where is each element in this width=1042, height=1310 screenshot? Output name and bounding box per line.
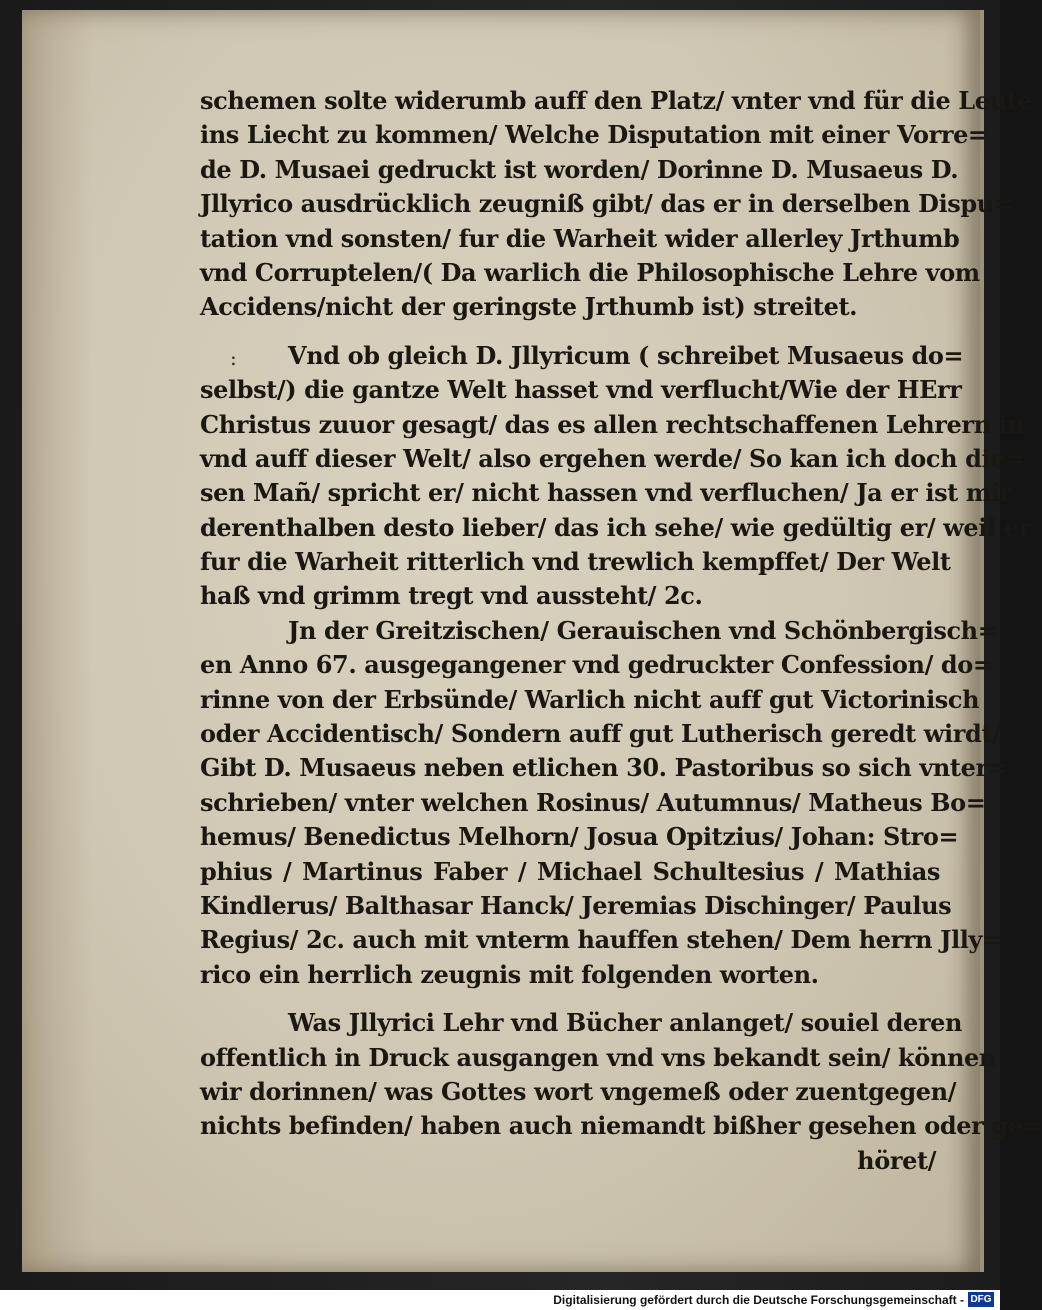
dfg-logo[interactable]: DFG [968,1292,994,1307]
page-text [200,84,1042,1178]
text-line: haß vnd grimm tregt vnd aussteht/ 2c. [200,581,703,611]
text-line: rico ein herrlich zeugnis mit folgenden worten. [200,959,819,989]
text-line: vnd auff dieser Welt/ also ergehen werde/ So kan ich doch die= [200,443,1025,473]
text-line: de D. Musaei gedruckt ist worden/ Dorinne D. Musaeus D. [200,154,959,184]
text-line: sen Mañ/ spricht er/ nicht hassen vnd verfluchen/ Ja er ist mir [200,478,1012,508]
text-line: Kindlerus/ Balthasar Hanck/ Jeremias Dischinger/ Paulus [200,890,952,920]
text-line: schemen solte widerumb auff den Platz/ vnter vnd für die Leute [200,86,1033,115]
text-line: selbst/) die gantze Welt hasset vnd verflucht/Wie der HErr [200,375,962,405]
text-line: ins Liecht zu kommen/ Welche Disputation mit einer Vorre= [200,120,988,150]
paragraph-first-line: Was Jllyrici Lehr vnd Bücher anlanget/ souiel deren [288,1008,963,1038]
paragraph-first-line: Vnd ob gleich D. Jllyricum ( schreibet Musaeus do= [288,340,964,370]
text-line: Gibt D. Musaeus neben etlichen 30. Pastoribus so sich vnter= [200,753,1008,783]
catchword: höret/ [857,1145,936,1175]
funding-credit: Digitalisierung gefördert durch die Deutsche Forschungsgemeinschaft - [553,1293,964,1307]
text-line: hemus/ Benedictus Melhorn/ Josua Opitzius/ Johan: Stro= [200,822,959,852]
text-line: schrieben/ vnter welchen Rosinus/ Autumnus/ Matheus Bo= [200,787,986,817]
text-line: rinne von der Erbsünde/ Warlich nicht auff gut Victorinisch [200,684,980,714]
text-line: fur die Warheit ritterlich vnd trewlich kempffet/ Der Welt [200,547,951,577]
text-line: wir dorinnen/ was Gottes wort vngemeß oder zuentgegen/ [200,1076,957,1106]
text-line: phius / Martinus Faber / Michael Schultesius / Mathias [200,856,940,886]
text-line: tation vnd sonsten/ fur die Warheit wider allerley Jrthumb [200,223,960,253]
margin-mark: : [230,346,237,370]
text-line: Jllyrico ausdrücklich zeugniß gibt/ das er in derselben Dispu= [200,189,1014,219]
text-line: en Anno 67. ausgegangener vnd gedruckter Confession/ do= [200,650,993,680]
text-line: oder Accidentisch/ Sondern auff gut Lutherisch geredt wirdt/ [200,719,1001,749]
text-line: vnd Corruptelen/( Da warlich die Philosophische Lehre vom [200,257,980,287]
text-line: Accidens/nicht der geringste Jrthumb ist) streitet. [200,292,858,322]
text-line: derenthalben desto lieber/ das ich sehe/ wie gedültig er/ weil er [200,512,1031,542]
page-gutter-shadow [22,10,92,1272]
text-line: Christus zuuor gesagt/ das es allen rechtschaffenen Lehrern in [200,409,1025,439]
text-line: Regius/ 2c. auch mit vnterm hauffen stehen/ Dem herrn Jlly= [200,925,1002,955]
footer-bar [0,1290,1000,1310]
text-line: offentlich in Druck ausgangen vnd vns bekandt sein/ können [200,1042,996,1072]
paragraph-first-line: Jn der Greitzischen/ Gerauischen vnd Schönbergisch= [288,615,998,645]
text-line: nichts befinden/ haben auch niemandt bißher gesehen oder ge= [200,1111,1042,1141]
